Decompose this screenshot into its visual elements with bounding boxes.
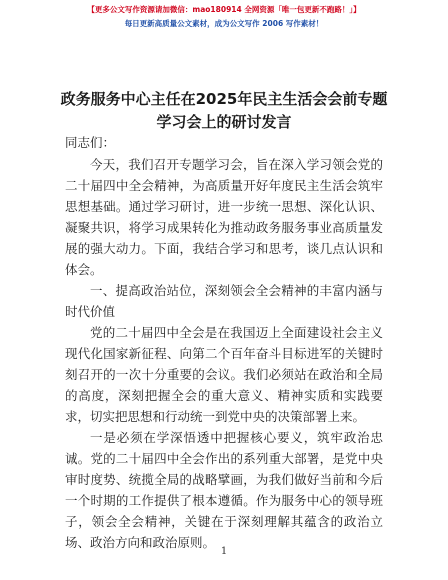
page-number: 1 bbox=[220, 546, 228, 557]
promo-banner-line-2: 每日更新高质量公文素材，成为公文写作 2006 写作素材！ bbox=[124, 19, 324, 28]
promo-banner bbox=[0, 4, 448, 30]
body-paragraph: 党的二十届四中全会是在我国迈上全面建设社会主义现代化国家新征程、向第二个百年奋斗目标进军的关键时刻召开的一次十分重要的会议。我们必须站在政治和全局的高度，深刻把握全会的重大意义、精神实质和实践要求，切实把思想和行动统一到党中央的决策部署上来。 bbox=[65, 325, 383, 424]
section-heading-1: 一、提高政治站位，深刻领会全会精神的丰富内涵与时代价值 bbox=[65, 283, 383, 319]
document-body bbox=[65, 154, 383, 553]
salutation: 同志们： bbox=[65, 135, 116, 150]
body-paragraph-intro: 今天，我们召开专题学习会，旨在深入学习领会党的二十届四中全会精神，为高质量开好年度民主生活会筑牢思想基础。通过学习研讨，进一步统一思想、深化认识、凝聚共识，将学习成果转化为推动政务服务事业高质量发展的强大动力。下面，我结合学习和思考，谈几点认识和体会。 bbox=[65, 157, 383, 277]
document-title: 政务服务中心主任在2025年民主生活会会前专题学习会上的研讨发言 bbox=[60, 90, 388, 131]
body-paragraph: 一是必须在学深悟透中把握核心要义，筑牢政治忠诚。党的二十届四中全会作出的系列重大部署，是党中央审时度势、统揽全局的战略擘画，为我们做好当前和今后一个时期的工作提供了根本遵循。作为服务中心的领导班子，领会全会精神，关键在于深刻理解其蕴含的政治立场、政治方向和政治原则。 bbox=[65, 430, 383, 550]
promo-banner-line-1: 【更多公文写作资源请加微信：mao180914 全网资源「唯一包更新不跑路！」】 bbox=[87, 5, 361, 14]
